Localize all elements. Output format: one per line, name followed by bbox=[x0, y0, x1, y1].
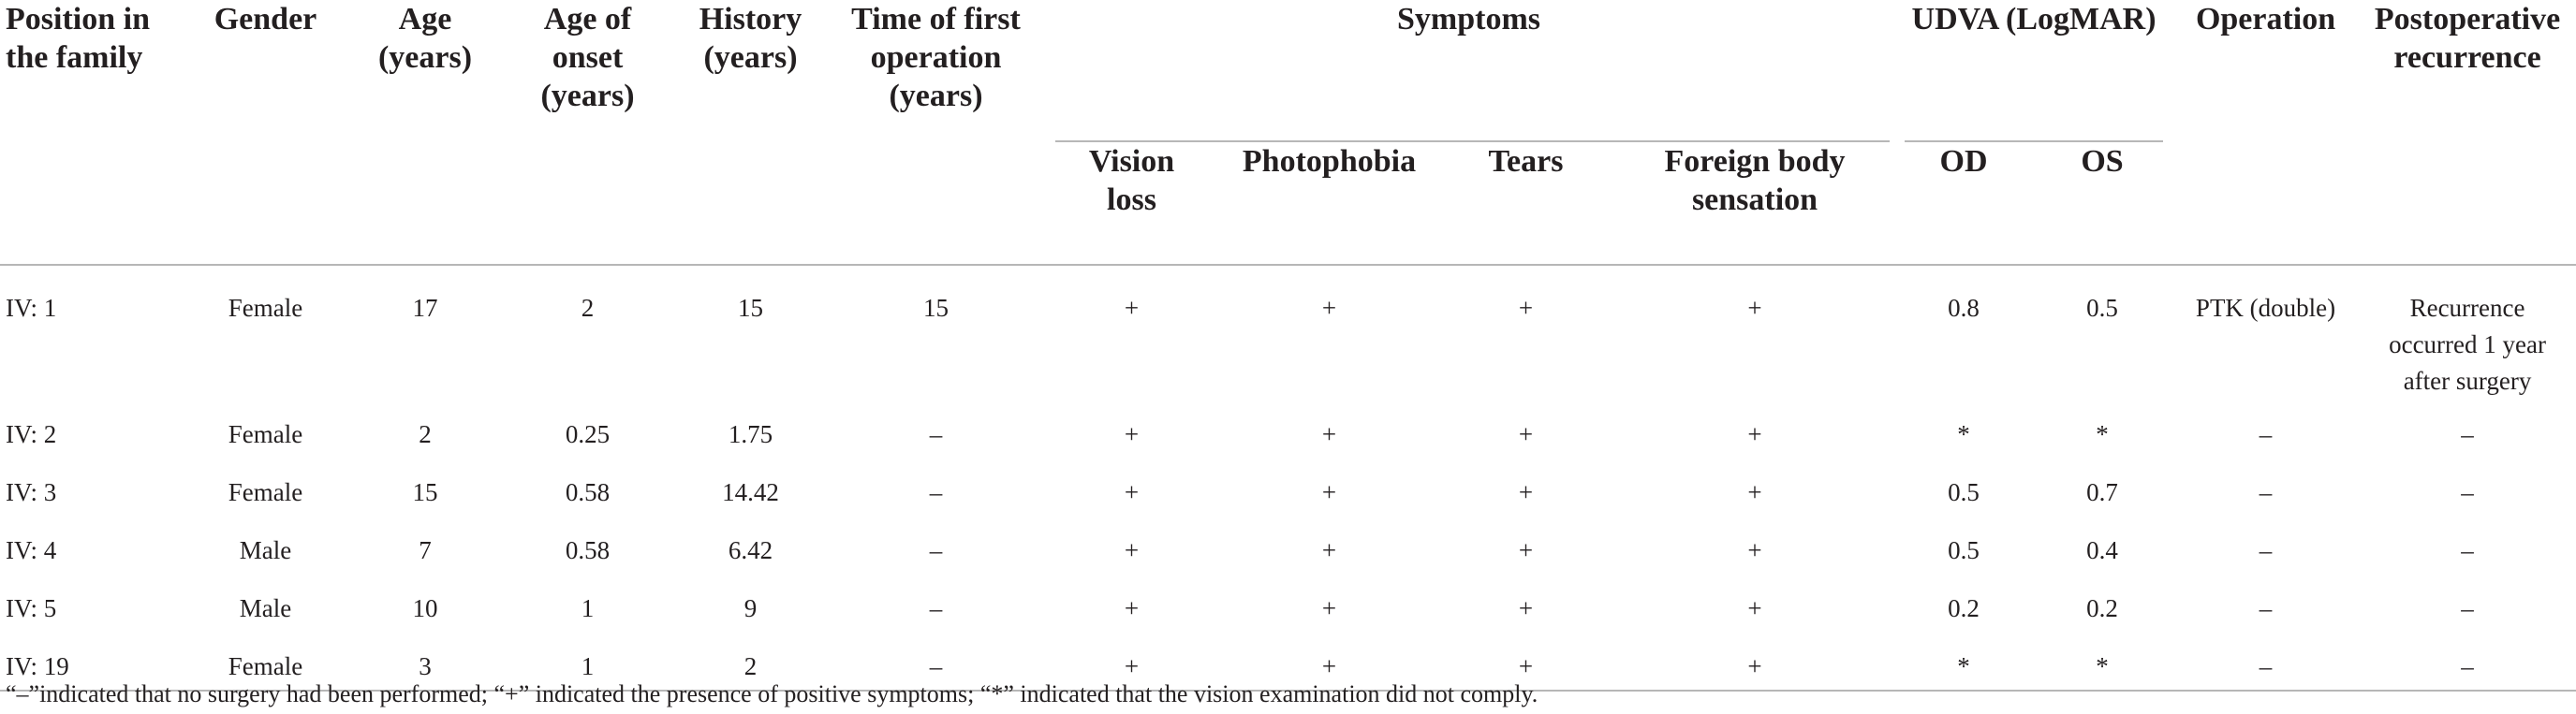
cell-tears: + bbox=[1518, 536, 1534, 564]
text-line: Tears bbox=[1488, 144, 1564, 179]
text-line: – bbox=[2461, 652, 2474, 680]
cell-udva-os: * bbox=[2096, 420, 2109, 448]
text-line: Symptoms bbox=[1397, 2, 1541, 36]
cell-gender: Male bbox=[239, 594, 292, 622]
col-header-os bbox=[2032, 142, 2172, 265]
text-line: Gender bbox=[213, 2, 317, 36]
cell-operation: – bbox=[2259, 536, 2273, 564]
cell-position: IV: 2 bbox=[6, 420, 57, 448]
text-line: – bbox=[2461, 536, 2474, 564]
col-header-position bbox=[0, 0, 184, 265]
col-header-tears bbox=[1437, 142, 1614, 265]
col-group-udva bbox=[1895, 0, 2172, 142]
cell-history: 2 bbox=[743, 652, 758, 680]
text-line: Position in bbox=[6, 2, 150, 36]
col-header-postoperative-recurrence bbox=[2359, 0, 2576, 265]
text-line: (years) bbox=[540, 79, 635, 113]
cell-position: IV: 5 bbox=[6, 594, 57, 622]
table-footnote: “–”indicated that no surgery had been performed; “+” indicated the presence of positive symptoms; “*” indicated that the vision examination did not comply. bbox=[6, 680, 1538, 707]
cell-postoperative-recurrence bbox=[2359, 407, 2576, 465]
cell-age: 3 bbox=[419, 652, 432, 680]
cell-vision-loss: + bbox=[1124, 420, 1140, 448]
cell-vision-loss: + bbox=[1124, 478, 1140, 506]
col-header-age-of-onset bbox=[504, 0, 671, 265]
cell-udva-od: * bbox=[1957, 652, 1970, 680]
cell-udva-od: 0.5 bbox=[1948, 536, 1980, 564]
text-line: sensation bbox=[1691, 182, 1818, 217]
cell-gender: Female bbox=[228, 294, 303, 322]
text-line: History bbox=[699, 2, 802, 36]
table-row bbox=[0, 581, 2576, 639]
text-line: – bbox=[2461, 420, 2474, 448]
text-line: Vision bbox=[1088, 144, 1175, 179]
table-row bbox=[0, 465, 2576, 523]
cell-gender: Female bbox=[228, 652, 303, 680]
cell-postoperative-recurrence bbox=[2359, 639, 2576, 691]
cell-age: 2 bbox=[419, 420, 432, 448]
col-header-gender bbox=[184, 0, 346, 265]
table-row bbox=[0, 407, 2576, 465]
cell-history: 9 bbox=[743, 594, 758, 622]
text-line: loss bbox=[1107, 182, 1156, 217]
table-row bbox=[0, 523, 2576, 581]
cell-time-of-first-operation: – bbox=[929, 594, 943, 622]
cell-history: 1.75 bbox=[728, 420, 773, 448]
cell-photophobia: + bbox=[1321, 594, 1337, 622]
text-line: the family bbox=[6, 40, 143, 75]
cell-photophobia: + bbox=[1321, 652, 1337, 680]
cell-udva-os: 0.7 bbox=[2086, 478, 2118, 506]
cell-udva-os: 0.2 bbox=[2086, 594, 2118, 622]
text-line: OS bbox=[2081, 144, 2124, 179]
cell-tears: + bbox=[1518, 652, 1534, 680]
text-line: – bbox=[2461, 594, 2474, 622]
cell-photophobia: + bbox=[1321, 536, 1337, 564]
cell-gender: Male bbox=[239, 536, 292, 564]
cell-foreign-body-sensation: + bbox=[1747, 594, 1762, 622]
cell-postoperative-recurrence bbox=[2359, 465, 2576, 523]
text-line: Age bbox=[398, 2, 452, 36]
cell-operation: PTK (double) bbox=[2195, 294, 2336, 322]
text-line: Operation bbox=[2195, 2, 2336, 36]
cell-vision-loss: + bbox=[1124, 652, 1140, 680]
cell-udva-od: 0.5 bbox=[1948, 478, 1980, 506]
text-line: occurred 1 year bbox=[2389, 330, 2546, 358]
text-line: after surgery bbox=[2403, 367, 2532, 395]
text-line: (years) bbox=[703, 40, 798, 75]
cell-time-of-first-operation: – bbox=[929, 536, 943, 564]
cell-operation: – bbox=[2259, 594, 2273, 622]
text-line: onset bbox=[552, 40, 624, 75]
cell-age-of-onset: 0.58 bbox=[565, 478, 611, 506]
cell-history: 15 bbox=[738, 294, 763, 322]
cell-position: IV: 4 bbox=[6, 536, 57, 564]
cell-udva-os: 0.4 bbox=[2086, 536, 2118, 564]
col-header-time-of-first-operation bbox=[830, 0, 1042, 265]
text-line: Foreign body bbox=[1664, 144, 1846, 179]
cell-age-of-onset: 1 bbox=[581, 652, 595, 680]
text-line: (years) bbox=[377, 40, 473, 75]
cell-operation: – bbox=[2259, 478, 2273, 506]
cell-foreign-body-sensation: + bbox=[1747, 294, 1762, 322]
text-line: Photophobia bbox=[1242, 144, 1417, 179]
cell-age-of-onset: 0.58 bbox=[565, 536, 611, 564]
cell-vision-loss: + bbox=[1124, 294, 1140, 322]
cell-history: 14.42 bbox=[722, 478, 779, 506]
cell-vision-loss: + bbox=[1124, 594, 1140, 622]
cell-udva-od: 0.2 bbox=[1948, 594, 1980, 622]
cell-history: 6.42 bbox=[728, 536, 773, 564]
cell-udva-od: 0.8 bbox=[1948, 294, 1980, 322]
cell-vision-loss: + bbox=[1124, 536, 1140, 564]
symptoms-group-label bbox=[1042, 0, 1895, 38]
cell-foreign-body-sensation: + bbox=[1747, 478, 1762, 506]
cell-tears: + bbox=[1518, 294, 1534, 322]
cell-tears: + bbox=[1518, 420, 1534, 448]
cell-time-of-first-operation: 15 bbox=[923, 294, 949, 322]
cell-operation: – bbox=[2259, 420, 2273, 448]
udva-group-rule bbox=[1905, 140, 2163, 142]
cell-udva-od: * bbox=[1957, 420, 1970, 448]
text-line: – bbox=[2461, 478, 2474, 506]
cell-photophobia: + bbox=[1321, 478, 1337, 506]
symptoms-group-rule bbox=[1055, 140, 1890, 142]
text-line: recurrence bbox=[2393, 40, 2541, 75]
cell-age: 17 bbox=[412, 294, 438, 322]
cell-time-of-first-operation: – bbox=[929, 420, 943, 448]
text-line: Age of bbox=[543, 2, 632, 36]
text-line: UDVA (LogMAR) bbox=[1911, 2, 2156, 36]
cell-gender: Female bbox=[228, 478, 303, 506]
col-header-age bbox=[346, 0, 504, 265]
col-header-foreign-body-sensation bbox=[1614, 142, 1895, 265]
text-line: operation bbox=[870, 40, 1002, 75]
udva-group-label bbox=[1895, 0, 2172, 38]
cell-udva-os: 0.5 bbox=[2086, 294, 2118, 322]
cell-photophobia: + bbox=[1321, 420, 1337, 448]
cell-age-of-onset: 2 bbox=[581, 294, 595, 322]
cell-time-of-first-operation: – bbox=[929, 652, 943, 680]
cell-udva-os: * bbox=[2096, 652, 2109, 680]
cell-age: 7 bbox=[419, 536, 432, 564]
table-body bbox=[0, 265, 2576, 691]
cell-foreign-body-sensation: + bbox=[1747, 652, 1762, 680]
text-line: (years) bbox=[889, 79, 983, 113]
cell-gender: Female bbox=[228, 420, 303, 448]
cell-operation: – bbox=[2259, 652, 2273, 680]
col-group-symptoms bbox=[1042, 0, 1895, 142]
cell-postoperative-recurrence bbox=[2359, 523, 2576, 581]
cell-photophobia: + bbox=[1321, 294, 1337, 322]
cell-tears: + bbox=[1518, 594, 1534, 622]
cell-foreign-body-sensation: + bbox=[1747, 536, 1762, 564]
col-header-vision-loss bbox=[1042, 142, 1221, 265]
cell-age: 15 bbox=[412, 478, 438, 506]
cell-tears: + bbox=[1518, 478, 1534, 506]
cell-age-of-onset: 1 bbox=[581, 594, 595, 622]
cell-position: IV: 3 bbox=[6, 478, 57, 506]
col-header-operation bbox=[2172, 0, 2359, 265]
cell-age: 10 bbox=[412, 594, 438, 622]
table-row bbox=[0, 265, 2576, 407]
cell-time-of-first-operation: – bbox=[929, 478, 943, 506]
text-line: Time of first bbox=[851, 2, 1021, 36]
cell-position: IV: 1 bbox=[6, 294, 57, 322]
col-header-photophobia bbox=[1221, 142, 1437, 265]
cell-postoperative-recurrence bbox=[2359, 581, 2576, 639]
cell-age-of-onset: 0.25 bbox=[565, 420, 611, 448]
col-header-history bbox=[671, 0, 830, 265]
cell-foreign-body-sensation: + bbox=[1747, 420, 1762, 448]
text-line: Recurrence bbox=[2409, 294, 2525, 322]
col-header-od bbox=[1895, 142, 2032, 265]
cell-position: IV: 19 bbox=[6, 652, 69, 680]
text-line: Postoperative bbox=[2374, 2, 2561, 36]
cell-postoperative-recurrence bbox=[2359, 265, 2576, 407]
header-row-top bbox=[0, 0, 2576, 142]
text-line: OD bbox=[1939, 144, 1988, 179]
